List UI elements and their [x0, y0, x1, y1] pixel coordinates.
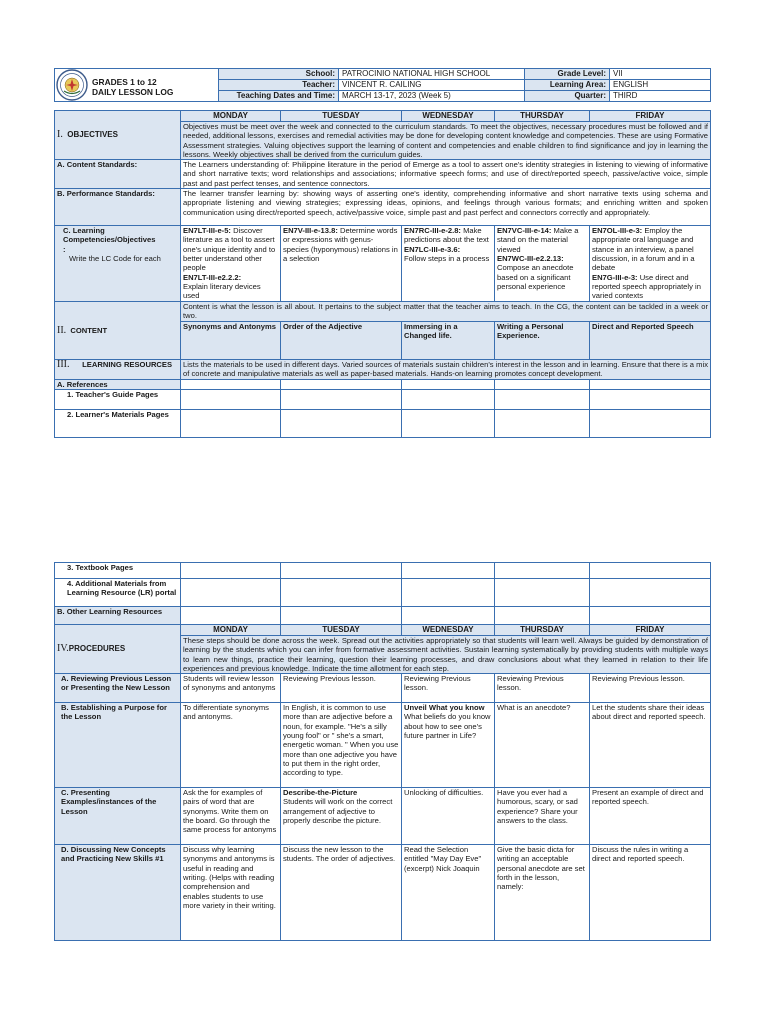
- cell: [495, 379, 590, 389]
- quarter-label: Quarter:: [525, 91, 610, 102]
- lesson-table-page1: [54, 110, 711, 438]
- procedure-a-friday: Reviewing Previous lesson.: [590, 674, 711, 703]
- cell: [590, 607, 711, 625]
- content-heading: [55, 302, 181, 360]
- procedures-label: PROCEDURES: [68, 644, 126, 654]
- header-table: [54, 68, 711, 102]
- cell: [590, 579, 711, 607]
- cell: [181, 563, 281, 579]
- content-wednesday: Immersing in a Changed life.: [402, 321, 495, 359]
- cell: [590, 379, 711, 389]
- competencies-label: C. Learning Competencies/Objectives: [63, 226, 156, 245]
- comp-mon-code2: EN7LT-III-e2.2.2:: [183, 272, 242, 282]
- cell: [402, 579, 495, 607]
- procedure-d-monday: Discuss why learning synonyms and antonyms is useful in reading and writing. (Helps with reading comprehension and enables students to use more variety in their writing.: [181, 845, 281, 941]
- day-friday: FRIDAY: [590, 625, 711, 636]
- procedure-a-thursday: Reviewing Previous lesson.: [495, 674, 590, 703]
- content-standards-text: The Learners understanding of: Philippine literature in the period of Emerge as a tool to assert one's identity strategies in listening to viewing of informative and short narrative texts; word relationships and associations; informative speech forms; and use of direct/reported speech, passive/active voice, simple past and past perfect tenses, and sentence connectors.: [181, 160, 711, 189]
- learning-area-label: Learning Area:: [525, 80, 610, 91]
- grade-level-label: Grade Level:: [525, 69, 610, 80]
- competency-tuesday: [281, 226, 402, 302]
- cell: [495, 563, 590, 579]
- procedure-a-monday: Students will review lesson of synonyms and antonyms: [181, 674, 281, 703]
- comp-thu-text: Make a stand on the material viewed: [497, 226, 579, 254]
- procedure-c-label: C. Presenting Examples/instances of the Lesson: [55, 788, 181, 845]
- competencies-label-cell: [55, 226, 181, 302]
- resources-numeral: III.: [57, 359, 70, 370]
- cell: [590, 563, 711, 579]
- procedure-b-thursday: What is an anecdote?: [495, 703, 590, 788]
- quarter-value: THIRD: [610, 91, 711, 102]
- procedure-a-label: A. Reviewing Previous Lesson or Presenting the New Lesson: [55, 674, 181, 703]
- cell: [402, 389, 495, 409]
- cell: [181, 389, 281, 409]
- performance-standards-text: The learner transfer learning by: showing ways of asserting one's identity, comprehending informative and short narrative texts using schema and appropriate listening and viewing strategies; expressing ideas, opinions, and feelings through various formats; and enriching written and spoken communication using direct/reported speech, active/passive voice, simple past and past perfect and connectors correctly and appropriately.: [181, 189, 711, 226]
- cell: [281, 607, 402, 625]
- day-thursday: THURSDAY: [495, 625, 590, 636]
- additional-materials-label: 4. Additional Materials from Learning Resource (LR) portal: [55, 579, 181, 607]
- comp-thu-code: EN7VC-III-e-14:: [497, 226, 552, 236]
- cell: [181, 579, 281, 607]
- competencies-colon: :: [63, 244, 66, 254]
- content-thursday: Writing a Personal Experience.: [495, 321, 590, 359]
- competency-thursday: [495, 226, 590, 302]
- cell: [181, 379, 281, 389]
- cell: [281, 389, 402, 409]
- unveil-heading: Unveil What you know: [404, 703, 485, 713]
- procedure-b-monday: To differentiate synonyms and antonyms.: [181, 703, 281, 788]
- procedure-c-tuesday: [281, 788, 402, 845]
- comp-thu-code2: EN7WC-III-e2.2.13:: [497, 253, 564, 263]
- content-label: CONTENT: [70, 325, 108, 335]
- describe-picture-text: Students will work on the correct arrangement of adjective to properly describe the picture.: [283, 797, 393, 826]
- day-tuesday: TUESDAY: [281, 111, 402, 122]
- content-numeral: II.: [57, 324, 67, 336]
- day-friday: FRIDAY: [590, 111, 711, 122]
- describe-picture-heading: Describe-the-Picture: [283, 788, 358, 798]
- references-label: A. References: [55, 379, 181, 389]
- comp-tue-code: EN7V-III-e-13.8:: [283, 226, 338, 236]
- cell: [281, 579, 402, 607]
- school-value: PATROCINIO NATIONAL HIGH SCHOOL: [339, 69, 525, 80]
- procedure-c-monday: Ask the for examples of pairs of word that are synonyms. Write them on the board. Go through the same process for antonyms: [181, 788, 281, 845]
- comp-fri-text: Employ the appropriate oral language and stance in an interview, a panel discussion, in a forum and in a debate: [592, 226, 695, 273]
- cell: [495, 579, 590, 607]
- grade-level-value: VII: [610, 69, 711, 80]
- competency-friday: [590, 226, 711, 302]
- performance-standards-label: B. Performance Standards:: [55, 189, 181, 226]
- day-thursday: THURSDAY: [495, 111, 590, 122]
- comp-wed-text2: Follow steps in a process: [404, 253, 490, 263]
- cell: [495, 389, 590, 409]
- procedure-d-label: D. Discussing New Concepts and Practicing New Skills #1: [55, 845, 181, 941]
- competency-monday: [181, 226, 281, 302]
- procedures-description: These steps should be done across the week. Spread out the activities appropriately so that students will learn well. Always be guided by demonstration of learning by the students which you can infer from formative assessment activities. Sustain learning systematically by providing students with multiple ways to learn new things, practice their learning, question their learning processes, and draw conclusions about what they learned in relation to their life experiences and previous knowledge. Indicate the time allotment for each step.: [181, 636, 711, 674]
- lesson-table-page2: [54, 562, 711, 941]
- header-title-line1: GRADES 1 to 12: [92, 77, 157, 87]
- procedure-a-wednesday: Reviewing Previous lesson.: [402, 674, 495, 703]
- resources-description: Lists the materials to be used in different days. Varied sources of materials sustain children's interest in the lesson and in learning. Ensure that there is a mix of concrete and manipulative materials as well as paper-based materials. Hands-on learning promotes concept development.: [181, 359, 711, 379]
- competency-wednesday: [402, 226, 495, 302]
- comp-mon-code: EN7LT-III-e-5:: [183, 226, 231, 236]
- content-description: Content is what the lesson is all about. It pertains to the subject matter that the teacher aims to teach. In the CG, the content can be tackled in a week or two.: [181, 302, 711, 322]
- procedure-c-thursday: Have you ever had a humorous, scary, or sad experience? Share your answers to the class.: [495, 788, 590, 845]
- comp-wed-text: Make predictions about the text: [404, 226, 489, 245]
- procedure-a-tuesday: Reviewing Previous lesson.: [281, 674, 402, 703]
- cell: [181, 409, 281, 437]
- procedure-b-friday: Let the students share their ideas about direct and reported speech.: [590, 703, 711, 788]
- comp-wed-code2: EN7LC-III-e-3.6:: [404, 244, 461, 254]
- procedure-d-thursday: Give the basic dicta for writing an acceptable personal anecdote are set forth in the lesson, namely:: [495, 845, 590, 941]
- comp-fri-code: EN7OL-III-e-3:: [592, 226, 643, 236]
- other-resources-label: B. Other Learning Resources: [55, 607, 181, 625]
- day-wednesday: WEDNESDAY: [402, 111, 495, 122]
- resources-heading: [55, 359, 181, 379]
- procedure-b-label: B. Establishing a Purpose for the Lesson: [55, 703, 181, 788]
- cell: [402, 607, 495, 625]
- procedure-d-tuesday: Discuss the new lesson to the students. The order of adjectives.: [281, 845, 402, 941]
- cell: [181, 607, 281, 625]
- content-tuesday: Order of the Adjective: [281, 321, 402, 359]
- objectives-heading: [55, 111, 181, 160]
- header-title-line2: DAILY LESSON LOG: [92, 87, 174, 97]
- cell: [402, 409, 495, 437]
- day-tuesday: TUESDAY: [281, 625, 402, 636]
- objectives-label: OBJECTIVES: [67, 130, 118, 140]
- competencies-note: Write the LC Code for each: [69, 253, 161, 263]
- cell: [281, 379, 402, 389]
- cell: [495, 409, 590, 437]
- procedure-c-friday: Present an example of direct and reported speech.: [590, 788, 711, 845]
- comp-fri-code2: EN7G-III-e-3:: [592, 272, 638, 282]
- procedure-c-wednesday: Unlocking of difficulties.: [402, 788, 495, 845]
- header-title: [55, 69, 219, 102]
- day-wednesday: WEDNESDAY: [402, 625, 495, 636]
- cell: [495, 607, 590, 625]
- cell: [590, 409, 711, 437]
- teaching-dates-value: MARCH 13-17, 2023 (Week 5): [339, 91, 525, 102]
- day-monday: MONDAY: [181, 625, 281, 636]
- content-friday: Direct and Reported Speech: [590, 321, 711, 359]
- comp-mon-text2: Explain literary devices used: [183, 281, 261, 301]
- content-monday: Synonyms and Antonyms: [181, 321, 281, 359]
- learners-materials-label: 2. Learner's Materials Pages: [55, 409, 181, 437]
- comp-wed-code: EN7RC-III-e-2.8:: [404, 226, 461, 236]
- resources-label: LEARNING RESOURCES: [82, 359, 173, 369]
- day-monday: MONDAY: [181, 111, 281, 122]
- cell: [281, 409, 402, 437]
- procedure-d-friday: Discuss the rules in writing a direct and reported speech.: [590, 845, 711, 941]
- learning-area-value: ENGLISH: [610, 80, 711, 91]
- unveil-text: What beliefs do you know about how to see one's future partner in Life?: [404, 712, 491, 741]
- cell: [590, 389, 711, 409]
- procedure-b-tuesday: In English, it is common to use more than are adjective before a noun, for example. "He's a silly young fool" or " she's a smart, energetic woman. " When you use more than one adjective you have to put them in the right order, according to type.: [281, 703, 402, 788]
- procedures-heading: [55, 625, 181, 674]
- cell: [281, 563, 402, 579]
- teacher-label: Teacher:: [219, 80, 339, 91]
- teaching-dates-label: Teaching Dates and Time:: [219, 91, 339, 102]
- comp-mon-text: Discover literature as a tool to assert one's unique identity and to better understand other people: [183, 226, 276, 273]
- cell: [402, 379, 495, 389]
- teacher-value: VINCENT R. CAILING: [339, 80, 525, 91]
- objectives-description: Objectives must be meet over the week and connected to the curriculum standards. To meet the objectives, necessary procedures must be followed and if needed, additional lessons, exercises and remedial activities may be done for developing content knowledge and competencies. These are using Formative Assessment strategies. Valuing objectives support the learning of content and competencies and enable children to find significance and joy in learning the lessons. Weekly objectives shall be derived from the curriculum guides.: [181, 122, 711, 160]
- procedure-b-wednesday: [402, 703, 495, 788]
- content-standards-label: A. Content Standards:: [55, 160, 181, 189]
- objectives-numeral: I.: [57, 129, 63, 141]
- school-label: School:: [219, 69, 339, 80]
- teachers-guide-label: 1. Teacher's Guide Pages: [55, 389, 181, 409]
- procedures-numeral: IV.: [57, 643, 69, 655]
- comp-fri-text2: Use direct and reported speech appropriately in varied contexts: [592, 272, 701, 301]
- procedure-d-wednesday: Read the Selection entitled "May Day Eve" (excerpt) Nick Joaquin: [402, 845, 495, 941]
- cell: [402, 563, 495, 579]
- comp-tue-text: Determine words or expressions with genus-species (hyponymous) relations in a selection: [283, 226, 398, 263]
- textbook-pages-label: 3. Textbook Pages: [55, 563, 181, 579]
- comp-thu-text2: Compose an anecdote based on a significant personal experience: [497, 263, 574, 291]
